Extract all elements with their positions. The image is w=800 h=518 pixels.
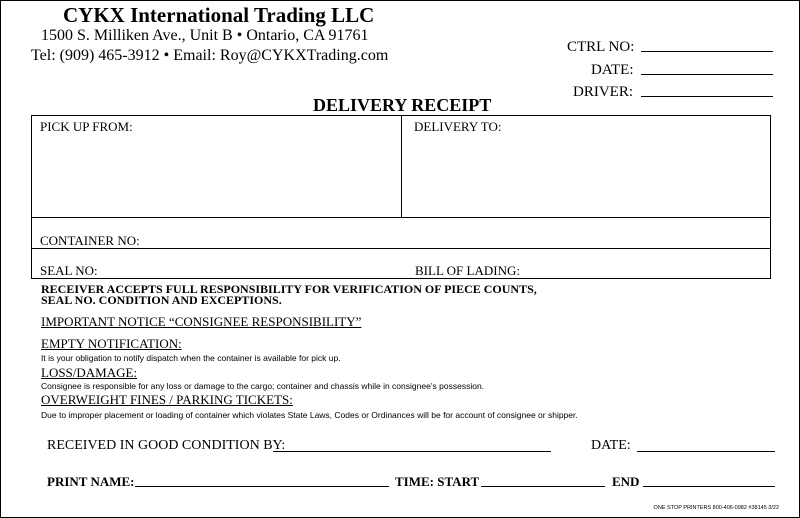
delivery-to-field[interactable] bbox=[405, 136, 767, 214]
empty-notification-heading: EMPTY NOTIFICATION: bbox=[41, 336, 182, 351]
time-end-label: END bbox=[612, 474, 640, 489]
overweight-fines-text: Due to improper placement or loading of container which violates State Laws, Codes or Ordinances will be for account of consignee or shipper. bbox=[41, 410, 578, 420]
driver-label: DRIVER: bbox=[573, 84, 633, 100]
date-field-bottom[interactable] bbox=[637, 451, 775, 452]
form-title: DELIVERY RECEIPT bbox=[313, 95, 492, 115]
important-notice-heading: IMPORTANT NOTICE “CONSIGNEE RESPONSIBILITY” bbox=[41, 314, 362, 329]
box-divider-1 bbox=[32, 217, 770, 218]
responsibility-line-2: SEAL NO. CONDITION AND EXCEPTIONS. bbox=[41, 293, 282, 307]
empty-notification-text: It is your obligation to notify dispatch when the container is available for pick up. bbox=[41, 353, 341, 363]
time-end-field[interactable] bbox=[643, 486, 775, 487]
box-divider-2 bbox=[32, 248, 770, 249]
print-name-field[interactable] bbox=[135, 486, 389, 487]
date-field-top[interactable] bbox=[641, 74, 773, 75]
ctrl-no-label: CTRL NO: bbox=[567, 39, 635, 55]
pick-up-from-label: PICK UP FROM: bbox=[40, 119, 133, 134]
printer-footer: ONE STOP PRINTERS 800-406-0982 #38145 3/22 bbox=[653, 505, 779, 511]
company-address: 1500 S. Milliken Ave., Unit B • Ontario, CA 91761 bbox=[41, 27, 369, 44]
print-name-label: PRINT NAME: bbox=[47, 474, 135, 489]
seal-no-field[interactable] bbox=[112, 251, 402, 277]
seal-no-label: SEAL NO: bbox=[40, 263, 98, 278]
container-no-label: CONTAINER NO: bbox=[40, 233, 140, 248]
bill-of-lading-field[interactable] bbox=[527, 251, 767, 277]
loss-damage-heading: LOSS/DAMAGE: bbox=[41, 365, 138, 380]
responsibility-line-1: RECEIVER ACCEPTS FULL RESPONSIBILITY FOR VERIFICATION OF PIECE COUNTS, bbox=[41, 282, 537, 296]
delivery-to-label: DELIVERY TO: bbox=[414, 119, 502, 134]
ctrl-no-field[interactable] bbox=[641, 51, 773, 52]
received-by-field[interactable] bbox=[273, 451, 551, 452]
loss-damage-text: Consignee is responsible for any loss or damage to the cargo; container and chassis while in consignee’s possession. bbox=[41, 381, 485, 391]
company-contact: Tel: (909) 465-3912 • Email: Roy@CYKXTrading.com bbox=[31, 47, 389, 64]
date-label-top: DATE: bbox=[591, 62, 634, 78]
shipment-box bbox=[31, 115, 771, 279]
box-vertical-divider bbox=[401, 116, 402, 217]
company-name: CYKX International Trading LLC bbox=[63, 3, 375, 27]
pick-up-from-field[interactable] bbox=[34, 136, 398, 214]
driver-field[interactable] bbox=[641, 96, 773, 97]
container-no-field[interactable] bbox=[152, 220, 762, 246]
time-start-label: TIME: START bbox=[395, 474, 480, 489]
overweight-fines-heading: OVERWEIGHT FINES / PARKING TICKETS: bbox=[41, 392, 293, 407]
date-label-bottom: DATE: bbox=[591, 438, 631, 453]
bill-of-lading-label: BILL OF LADING: bbox=[415, 263, 520, 278]
time-start-field[interactable] bbox=[481, 486, 605, 487]
responsibility-statement bbox=[41, 284, 537, 306]
received-by-label: RECEIVED IN GOOD CONDITION BY: bbox=[47, 438, 286, 453]
